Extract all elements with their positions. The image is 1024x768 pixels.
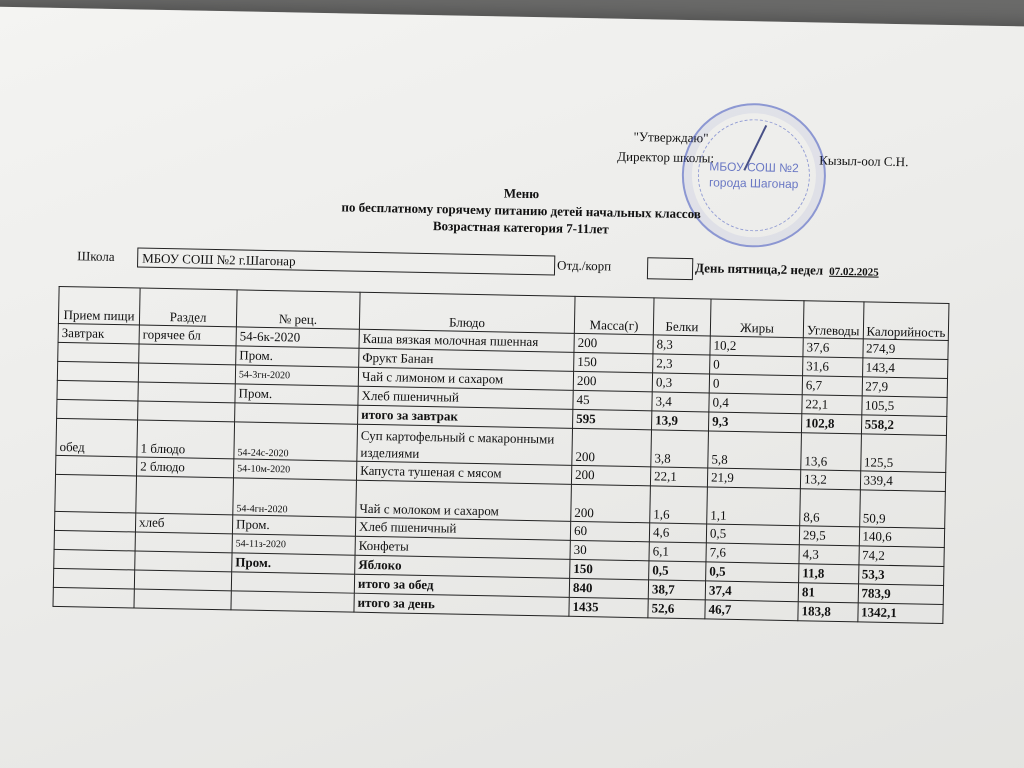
cell-section	[138, 401, 235, 422]
cell-protein: 2,3	[653, 354, 710, 374]
cell-mass: 150	[570, 559, 649, 580]
cell-carbs: 31,6	[803, 357, 863, 377]
menu-title: Меню	[503, 185, 540, 202]
cell-fat: 46,7	[705, 600, 798, 621]
cell-carbs: 183,8	[798, 602, 858, 622]
cell-section: 1 блюдо	[137, 420, 235, 459]
cell-recipe: 54-6к-2020	[236, 327, 359, 348]
cell-dish: итого за день	[354, 593, 569, 616]
director-label: Директор школы:	[617, 148, 715, 166]
cell-fat: 37,4	[705, 581, 798, 602]
cell-protein: 0,3	[652, 373, 709, 393]
cell-protein: 4,6	[649, 523, 706, 543]
cell-meal	[54, 530, 135, 551]
cell-carbs: 37,6	[803, 338, 863, 358]
cell-kcal: 50,9	[859, 490, 946, 529]
cell-fat: 10,2	[710, 336, 803, 357]
cell-recipe: 54-3гн-2020	[235, 365, 358, 386]
cell-section	[135, 551, 232, 572]
cell-section	[135, 532, 232, 553]
cell-protein: 52,6	[648, 599, 705, 619]
cell-mass: 1435	[569, 597, 648, 618]
cell-fat: 7,6	[706, 543, 799, 564]
day-text: День пятница,2 недел	[694, 260, 824, 278]
cell-mass: 840	[569, 578, 648, 599]
cell-recipe: 54-4гн-2020	[233, 478, 357, 517]
approval-heading: "Утверждаю"	[633, 128, 709, 146]
col-header-fat: Жиры	[710, 299, 804, 338]
cell-meal	[53, 568, 134, 589]
col-header-carbs: Углеводы	[803, 301, 863, 339]
cell-mass: 200	[571, 484, 651, 523]
school-label: Школа	[77, 248, 115, 265]
cell-fat: 0	[709, 374, 802, 395]
cell-carbs: 13,2	[800, 470, 860, 490]
cell-dish: Хлеб пшеничный	[358, 386, 573, 409]
school-name-field: МБОУ СОШ №2 г.Шагонар	[137, 247, 555, 275]
cell-mass: 30	[570, 540, 649, 561]
cell-mass: 200	[571, 465, 650, 486]
cell-protein: 3,8	[651, 430, 709, 468]
cell-protein: 1,6	[650, 486, 708, 524]
cell-carbs: 11,8	[799, 564, 859, 584]
cell-dish: Чай с молоком и сахаром	[356, 480, 572, 521]
cell-dish: Конфеты	[355, 536, 570, 559]
cell-section	[134, 589, 231, 610]
cell-protein: 8,3	[653, 335, 710, 355]
cell-recipe: 54-10м-2020	[233, 459, 356, 480]
cell-protein: 22,1	[650, 467, 707, 487]
cell-protein: 3,4	[652, 392, 709, 412]
cell-section: хлеб	[135, 513, 232, 534]
cell-carbs: 22,1	[802, 395, 862, 415]
cell-dish: Чай с лимоном и сахаром	[358, 367, 573, 390]
cell-protein: 13,9	[651, 411, 708, 431]
director-name: Кызыл-оол С.Н.	[819, 152, 909, 170]
col-header-protein: Белки	[653, 298, 711, 336]
cell-section: 2 блюдо	[137, 457, 234, 478]
col-header-kcal: Калорийность	[863, 302, 950, 341]
cell-carbs: 4,3	[799, 545, 859, 565]
cell-carbs: 29,5	[799, 526, 859, 546]
cell-carbs: 102,8	[801, 414, 861, 434]
cell-mass: 150	[574, 352, 653, 373]
cell-dish: Фрукт Банан	[359, 348, 574, 371]
cell-meal	[56, 455, 137, 476]
cell-kcal: 274,9	[862, 339, 948, 360]
menu-date: 07.02.2025	[829, 265, 879, 279]
col-header-meal: Прием пищи	[58, 286, 140, 325]
cell-kcal: 143,4	[862, 358, 948, 379]
cell-meal	[54, 511, 135, 532]
cell-mass: 45	[573, 390, 652, 411]
cell-section	[138, 363, 235, 384]
cell-carbs: 8,6	[800, 489, 860, 527]
cell-fat: 5,8	[708, 431, 802, 470]
cell-dish: Капуста тушеная с мясом	[356, 461, 571, 484]
menu-title-block	[286, 180, 757, 240]
cell-dish: Каша вязкая молочная пшенная	[359, 329, 574, 352]
cell-recipe: 54-11з-2020	[232, 534, 355, 555]
cell-dish: Суп картофельный с макаронными изделиями	[357, 424, 573, 465]
cell-fat: 9,3	[708, 412, 801, 433]
cell-dish: Яблоко	[355, 555, 570, 578]
cell-kcal: 558,2	[861, 415, 947, 436]
school-info-row	[77, 246, 957, 287]
cell-mass: 60	[570, 521, 649, 542]
cell-fat: 0,5	[706, 524, 799, 545]
cell-recipe	[231, 572, 354, 593]
day-label	[695, 260, 879, 280]
cell-recipe	[231, 591, 354, 612]
cell-section	[139, 344, 236, 365]
cell-kcal: 140,6	[859, 527, 945, 548]
cell-kcal: 105,5	[861, 396, 947, 417]
cell-mass: 595	[573, 409, 652, 430]
cell-meal	[53, 587, 134, 608]
cell-recipe	[235, 403, 358, 424]
cell-recipe: 54-24с-2020	[234, 422, 358, 461]
dept-label: Отд./корп	[556, 257, 612, 274]
cell-carbs: 13,6	[801, 433, 861, 471]
cell-meal	[55, 474, 137, 513]
cell-recipe: Пром.	[236, 346, 359, 367]
cell-protein: 38,7	[648, 580, 705, 600]
cell-meal	[58, 342, 139, 363]
col-header-recipe: № рец.	[236, 290, 360, 329]
cell-mass: 200	[574, 333, 653, 354]
cell-recipe: Пром.	[232, 553, 355, 574]
menu-table	[52, 286, 949, 624]
cell-mass: 200	[573, 371, 652, 392]
cell-dish: Хлеб пшеничный	[355, 517, 570, 540]
cell-fat: 0,5	[706, 562, 799, 583]
cell-mass: 200	[572, 428, 652, 467]
cell-dish: итого за завтрак	[358, 405, 573, 428]
cell-section: горячее бл	[139, 325, 236, 346]
cell-kcal: 27,9	[862, 377, 948, 398]
cell-carbs: 81	[798, 583, 858, 603]
cell-meal	[57, 380, 138, 401]
cell-kcal: 339,4	[860, 471, 946, 492]
cell-fat: 0,4	[709, 393, 802, 414]
cell-kcal: 783,9	[858, 584, 944, 605]
col-header-section: Раздел	[139, 288, 237, 327]
cell-carbs: 6,7	[802, 376, 862, 396]
cell-kcal: 125,5	[860, 434, 947, 473]
stamp-text-1: МБОУ СОШ №2	[709, 159, 799, 176]
cell-meal: Завтрак	[58, 323, 139, 344]
cell-kcal: 53,3	[858, 565, 944, 586]
cell-recipe: Пром.	[235, 384, 358, 405]
menu-subtitle: по бесплатному горячему питанию детей начальных классов	[341, 199, 702, 222]
cell-fat: 0	[710, 355, 803, 376]
col-header-dish: Блюдо	[359, 292, 575, 333]
cell-meal	[57, 399, 138, 420]
cell-dish: итого за обед	[354, 574, 569, 597]
cell-fat: 1,1	[707, 487, 801, 526]
cell-meal: обед	[56, 418, 138, 457]
cell-recipe: Пром.	[232, 515, 355, 536]
menu-sheet	[0, 6, 1024, 768]
cell-kcal: 74,2	[858, 546, 944, 567]
cell-protein: 6,1	[649, 542, 706, 562]
stamp-text-2: города Шагонар	[708, 175, 799, 192]
cell-meal	[54, 549, 135, 570]
age-category: Возрастная категория 7-11лет	[432, 218, 609, 237]
cell-section	[134, 570, 231, 591]
cell-section	[138, 382, 235, 403]
cell-kcal: 1342,1	[857, 603, 943, 624]
cell-meal	[57, 361, 138, 382]
cell-protein: 0,5	[649, 561, 706, 581]
cell-fat: 21,9	[707, 468, 800, 489]
dept-field	[647, 257, 693, 280]
col-header-mass: Масса(г)	[574, 296, 654, 335]
cell-section	[136, 476, 234, 515]
